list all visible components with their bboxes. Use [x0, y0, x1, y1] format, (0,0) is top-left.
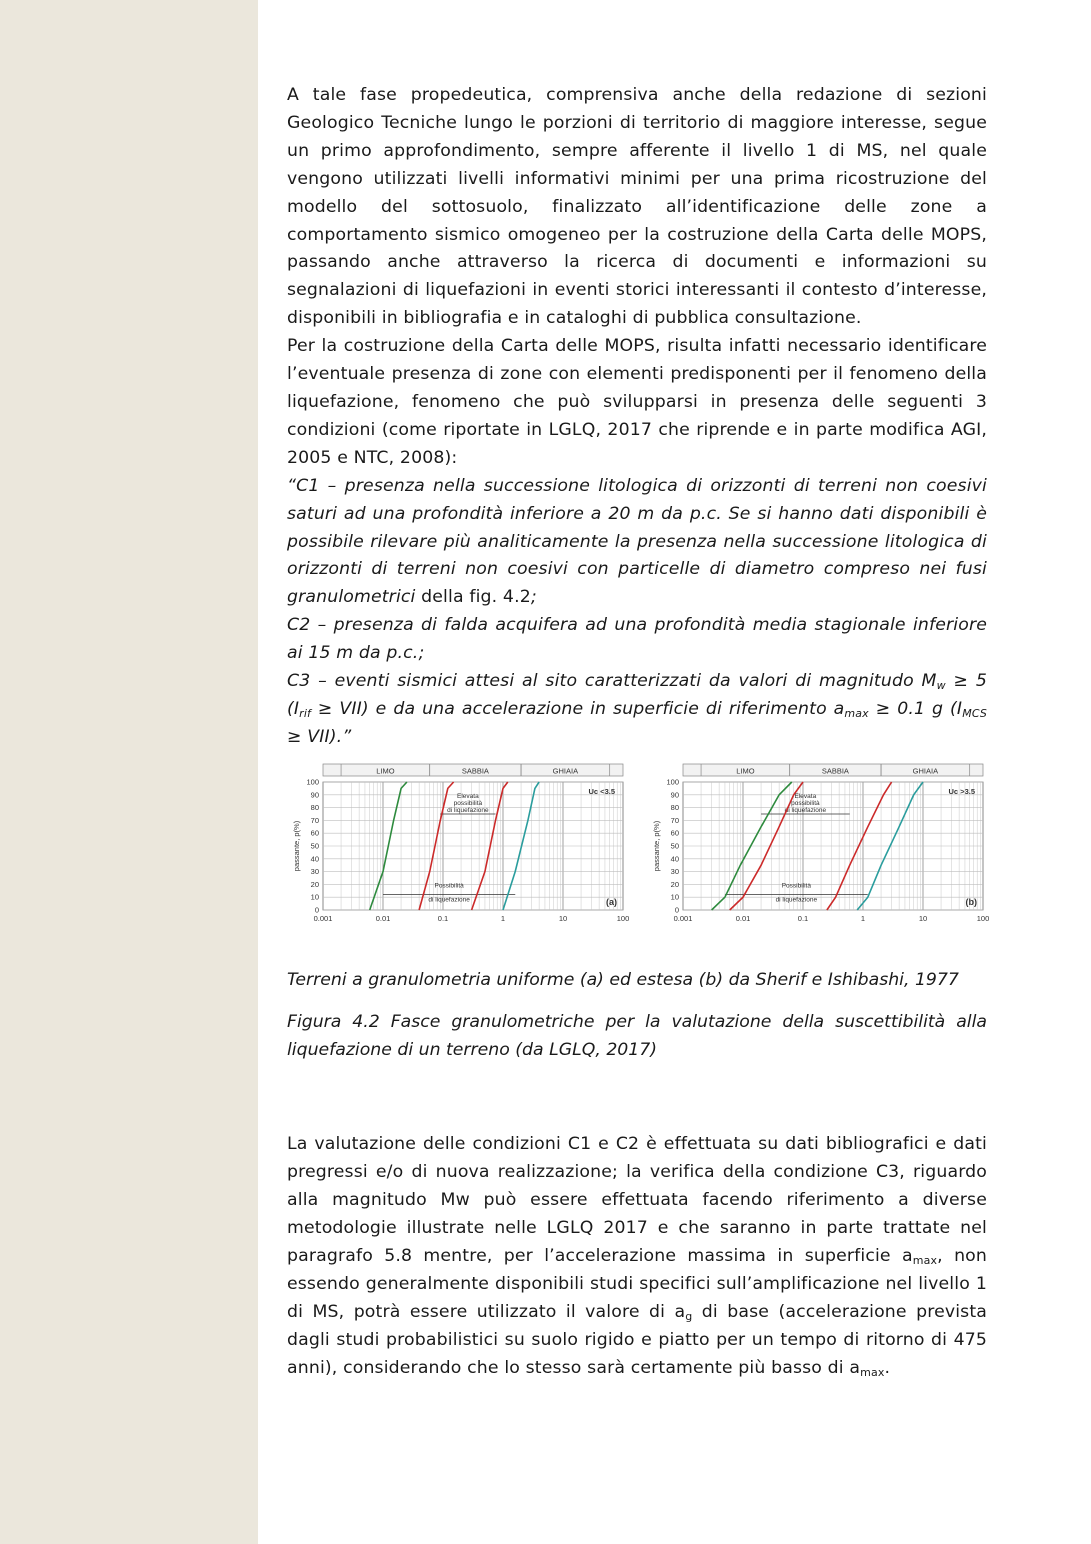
y-tick-label: 20	[310, 879, 319, 889]
y-tick-label: 60	[310, 828, 319, 838]
y-tick-label: 40	[310, 854, 319, 864]
x-tick-label: 0.1	[437, 913, 449, 923]
y-tick-label: 80	[670, 802, 679, 812]
y-tick-label: 50	[310, 841, 319, 851]
annotation-text: Elevata	[794, 792, 817, 800]
c3-text-1: C3 – eventi sismici attesi al sito caratterizzati da valori di magnitudo M	[287, 671, 937, 692]
x-tick-label: 1	[500, 913, 506, 923]
x-tick-label: 100	[616, 913, 629, 923]
zone-label: SABBIA	[461, 766, 489, 776]
c3-text-5: ≥ VII).”	[287, 726, 352, 747]
x-tick-label: 0.1	[797, 913, 809, 923]
annotation-text: di liquefazione	[784, 806, 827, 814]
y-tick-label: 30	[310, 866, 319, 876]
zone-label: SABBIA	[821, 766, 849, 776]
annotation-text: di liquefazione	[447, 806, 489, 814]
p3-sub-g: g	[685, 1309, 693, 1323]
y-tick-label: 0	[674, 905, 679, 915]
chart-uniform-a	[287, 760, 629, 930]
y-tick-label: 70	[670, 815, 679, 825]
y-tick-label: 20	[670, 879, 679, 889]
x-tick-label: 0.001	[313, 913, 333, 923]
y-tick-label: 90	[670, 790, 679, 800]
x-tick-label: 0.01	[375, 913, 391, 923]
y-tick-label: 0	[314, 905, 319, 915]
c3-sub-rif: rif	[299, 706, 312, 720]
condition-c2: C2 – presenza di falda acquifera ad una profondità media stagionale inferiore ai 15 m da p.c.;	[287, 615, 987, 664]
figure-caption: Figura 4.2 Fasce granulometriche per la valutazione della suscettibilità alla liquefazione di un terreno (da LGLQ, 2017)	[287, 1012, 987, 1061]
annotation-text: possibilità	[791, 799, 820, 807]
c1-end: ;	[530, 587, 537, 608]
zone-label: GHIAIA	[552, 766, 579, 776]
y-tick-label: 10	[310, 892, 319, 902]
y-tick-label: 70	[310, 815, 319, 825]
zone-label: LIMO	[736, 766, 755, 776]
paragraph-2: Per la costruzione della Carta delle MOPS, risulta infatti necessario identificare l’eventuale presenza di zone con elementi predisponenti per il fenomeno della liquefazione, fenomeno che può svilupparsi in presenza delle seguenti 3 condizioni (come riportate in LGLQ, 2017 che riprende e in parte modifica AGI, 2005 e NTC, 2008):	[287, 336, 987, 468]
y-tick-label: 50	[670, 841, 679, 851]
y-tick-label: 30	[670, 866, 679, 876]
c1-figure-ref: della fig. 4.2	[415, 587, 531, 608]
p3-text-1: La valutazione delle condizioni C1 e C2 è effettuata su dati bibliografici e dati pregressi e/o di nuova realizzazione; la verifica della condizione C3, riguardo alla magnitudo Mw può essere effettuata facendo riferimento a diverse metodologie illustrate nelle LGLQ 2017 e che saranno in parte trattate nel paragrafo 5.8 mentre, per l’accelerazione massima in superficie a	[287, 1134, 987, 1266]
annotation-text: di liquefazione	[428, 896, 470, 904]
y-tick-label: 80	[310, 802, 319, 812]
x-tick-label: 1	[860, 913, 866, 923]
annotation-text: di liquefazione	[775, 896, 818, 904]
c1-text: “C1 – presenza nella successione litologica di orizzonti di terreni non coesivi saturi ad una profondità inferiore a 20 m da p.c. Se si hanno dati disponibili è possibile rilevare più analiticamente la presenza nella successione litologica di orizzonti di terreni non coesivi con particelle di diametro compreso nei fusi granulometrici	[287, 475, 987, 608]
paragraph-3	[287, 1131, 987, 1382]
c3-text-2: ≥ 5 (I	[287, 671, 988, 719]
y-tick-label: 40	[670, 854, 679, 864]
p3-sub-max-2: max	[860, 1365, 885, 1379]
c3-sub-max: max	[844, 706, 869, 720]
x-tick-label: 10	[918, 913, 928, 923]
panel-label: (a)	[606, 896, 617, 907]
p3-text-3: di base (accelerazione prevista dagli studi probabilistici su suolo rigido e piatto per un tempo di ritorno di 475 anni), considerando che lo stesso sarà certamente più basso di a	[287, 1301, 987, 1378]
c3-sub-w: w	[936, 679, 946, 693]
c3-sub-mcs: MCS	[962, 706, 987, 720]
zone-label: LIMO	[376, 766, 395, 776]
annotation-text: Possibilità	[434, 882, 464, 890]
uc-label: Uc >3.5	[948, 786, 975, 796]
p3-text-2: , non essendo generalmente disponibili studi specifici sull’amplificazione nel livello 1 di MS, potrà essere utilizzato il valore di a	[287, 1245, 988, 1322]
c3-text-4: ≥ 0.1 g (I	[868, 698, 963, 719]
condition-c3	[287, 668, 987, 752]
y-axis-label: passante, p(%)	[652, 820, 661, 871]
x-tick-label: 100	[976, 913, 989, 923]
zone-label: GHIAIA	[912, 766, 939, 776]
x-tick-label: 0.01	[735, 913, 751, 923]
y-tick-label: 100	[306, 777, 319, 787]
panel-label: (b)	[965, 896, 977, 907]
paragraph-1: A tale fase propedeutica, comprensiva anche della redazione di sezioni Geologico Tecniche lungo le porzioni di territorio di maggiore interesse, segue un primo approfondimento, sempre afferente il livello 1 di MS, nel quale vengono utilizzati livelli informativi minimi per una prima ricostruzione del modello del sottosuolo, finalizzato all’identificazione delle zone a comportamento sismico omogeneo per la costruzione della Carta delle MOPS, passando anche attraverso la ricerca di documenti e informazioni su segnalazioni di liquefazioni in eventi storici interessanti il contesto d’interesse, disponibili in bibliografia e in cataloghi di pubblica consultazione.	[287, 85, 987, 329]
figure-granulometric-bands	[287, 760, 987, 950]
page-content	[287, 82, 987, 1383]
y-tick-label: 10	[670, 892, 679, 902]
x-tick-label: 10	[558, 913, 568, 923]
sidebar-band	[0, 0, 258, 1544]
x-tick-label: 0.001	[673, 913, 693, 923]
y-axis-label: passante, p(%)	[292, 820, 301, 871]
p3-sub-max: max	[912, 1253, 938, 1267]
y-tick-label: 90	[310, 790, 319, 800]
c3-text-3: ≥ VII) e da una accelerazione in superficie di riferimento a	[311, 698, 845, 719]
y-tick-label: 60	[670, 828, 679, 838]
p3-text-4: .	[884, 1357, 891, 1378]
annotation-text: Possibilità	[781, 882, 811, 890]
annotation-text: Elevata	[457, 792, 479, 800]
chart-extended-b	[647, 760, 989, 930]
annotation-text: possibilità	[453, 799, 483, 807]
figure-caption-source: Terreni a granulometria uniforme (a) ed estesa (b) da Sherif e Ishibashi, 1977	[287, 969, 959, 990]
condition-c1	[287, 473, 987, 613]
uc-label: Uc <3.5	[588, 786, 615, 796]
y-tick-label: 100	[666, 777, 679, 787]
